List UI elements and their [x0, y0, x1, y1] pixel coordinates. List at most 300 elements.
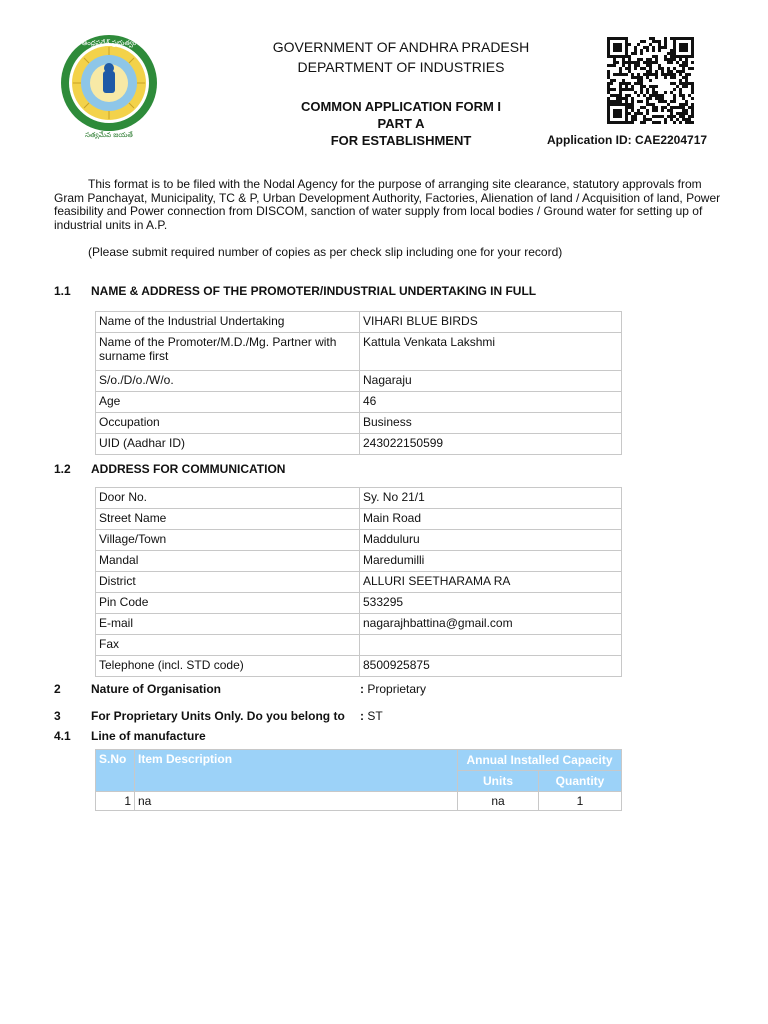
table-row [96, 413, 622, 434]
qr-module [688, 55, 691, 58]
qr-module [658, 94, 661, 97]
qr-module [655, 91, 658, 94]
qr-module [685, 58, 688, 61]
proprietary-category-value-row [360, 709, 383, 723]
field-value: 46 [360, 392, 622, 413]
emblem-motto-text: సత్యమేవ జయతే [85, 131, 133, 139]
annual-capacity-header: Annual Installed Capacity [458, 750, 622, 771]
qr-module [673, 88, 676, 91]
field-label: Pin Code [96, 593, 360, 614]
qr-module [676, 112, 679, 115]
qr-module [616, 43, 619, 46]
quantity-cell: 1 [539, 792, 622, 811]
qr-module [616, 55, 619, 58]
qr-module [613, 58, 616, 61]
qr-module [616, 46, 619, 49]
section-1-2-title: ADDRESS FOR COMMUNICATION [91, 462, 286, 476]
qr-module [667, 58, 670, 61]
qr-module [658, 43, 661, 46]
qr-module [685, 121, 688, 124]
line-of-manufacture-title: Line of manufacture [91, 729, 206, 743]
qr-module [607, 73, 610, 76]
form-part: PART A [377, 116, 425, 131]
qr-module [691, 109, 694, 112]
qr-module [691, 103, 694, 106]
qr-module [643, 106, 646, 109]
communication-address-table [95, 487, 622, 677]
qr-module [691, 55, 694, 58]
qr-module [649, 61, 652, 64]
qr-module [679, 112, 682, 115]
qr-module [670, 106, 673, 109]
qr-module [679, 58, 682, 61]
qr-module [676, 37, 679, 40]
qr-module [682, 46, 685, 49]
table-row [96, 792, 622, 811]
qr-module [625, 61, 628, 64]
qr-module [661, 109, 664, 112]
qr-module [679, 82, 682, 85]
qr-module [622, 64, 625, 67]
qr-module [652, 55, 655, 58]
qr-module [652, 106, 655, 109]
qr-module [619, 94, 622, 97]
qr-module [670, 61, 673, 64]
qr-module [685, 112, 688, 115]
qr-module [673, 49, 676, 52]
qr-module [664, 40, 667, 43]
qr-module [646, 97, 649, 100]
qr-module [682, 43, 685, 46]
qr-module [664, 43, 667, 46]
qr-module [646, 61, 649, 64]
qr-module [688, 67, 691, 70]
qr-module [679, 115, 682, 118]
qr-module [631, 121, 634, 124]
qr-module [652, 91, 655, 94]
qr-module [613, 112, 616, 115]
qr-module [646, 103, 649, 106]
qr-module [664, 91, 667, 94]
qr-module [691, 85, 694, 88]
qr-module [625, 88, 628, 91]
qr-module [613, 121, 616, 124]
qr-module [673, 121, 676, 124]
qr-module [616, 73, 619, 76]
qr-module [631, 109, 634, 112]
qr-module [622, 61, 625, 64]
qr-module [634, 46, 637, 49]
qr-module [640, 106, 643, 109]
qr-module [682, 37, 685, 40]
qr-module [685, 46, 688, 49]
qr-module [667, 103, 670, 106]
item-description-header: Item Description [135, 750, 458, 792]
qr-module [682, 82, 685, 85]
qr-module [619, 115, 622, 118]
qr-module [691, 91, 694, 94]
field-value: ALLURI SEETHARAMA RA [360, 572, 622, 593]
qr-module [625, 115, 628, 118]
qr-module [652, 121, 655, 124]
qr-module [634, 82, 637, 85]
qr-module [670, 82, 673, 85]
qr-module [658, 121, 661, 124]
qr-module [616, 97, 619, 100]
qr-module [676, 70, 679, 73]
qr-module [661, 100, 664, 103]
qr-module [610, 88, 613, 91]
qr-module [616, 121, 619, 124]
qr-module [679, 43, 682, 46]
qr-module [691, 106, 694, 109]
qr-module [655, 55, 658, 58]
qr-module [652, 61, 655, 64]
qr-module [616, 94, 619, 97]
qr-module [619, 46, 622, 49]
qr-module [679, 64, 682, 67]
qr-module [643, 67, 646, 70]
emblem-top-text: ఆంధ్రప్రదేశ్ ప్రభుత్వం [81, 39, 137, 47]
nature-of-organisation-value-row [360, 682, 426, 696]
qr-module [691, 46, 694, 49]
qr-module [682, 109, 685, 112]
field-label: Age [96, 392, 360, 413]
qr-module [655, 94, 658, 97]
qr-module [607, 91, 610, 94]
qr-module [619, 73, 622, 76]
qr-module [631, 88, 634, 91]
colon: : [360, 682, 364, 696]
qr-module [628, 82, 631, 85]
qr-module [670, 58, 673, 61]
promoter-details-table [95, 311, 622, 455]
qr-module [682, 55, 685, 58]
government-title: GOVERNMENT OF ANDHRA PRADESH [272, 39, 530, 55]
qr-module [622, 58, 625, 61]
qr-module [637, 58, 640, 61]
qr-module [613, 37, 616, 40]
qr-module [625, 118, 628, 121]
qr-module [607, 115, 610, 118]
proprietary-category-label: For Proprietary Units Only. Do you belong to [91, 709, 345, 723]
qr-module [649, 85, 652, 88]
qr-module [619, 91, 622, 94]
qr-module [682, 85, 685, 88]
table-row [96, 392, 622, 413]
sno-header: S.No [96, 750, 135, 792]
qr-module [658, 67, 661, 70]
field-label: Village/Town [96, 530, 360, 551]
qr-module [607, 118, 610, 121]
field-value: 243022150599 [360, 434, 622, 455]
qr-module [646, 49, 649, 52]
qr-module [634, 115, 637, 118]
table-row [96, 509, 622, 530]
qr-module [673, 67, 676, 70]
qr-module [625, 94, 628, 97]
qr-module [619, 70, 622, 73]
qr-module [640, 88, 643, 91]
department-title: DEPARTMENT OF INDUSTRIES [297, 59, 505, 75]
qr-module [685, 100, 688, 103]
qr-module [673, 94, 676, 97]
qr-module [655, 73, 658, 76]
qr-module [637, 61, 640, 64]
qr-module [673, 82, 676, 85]
qr-module [631, 85, 634, 88]
qr-module [646, 76, 649, 79]
qr-module [661, 70, 664, 73]
field-value: Madduluru [360, 530, 622, 551]
field-value: Nagaraju [360, 371, 622, 392]
qr-module [616, 49, 619, 52]
qr-module [682, 106, 685, 109]
qr-module [646, 88, 649, 91]
qr-module [622, 79, 625, 82]
qr-module [673, 58, 676, 61]
andhra-pradesh-emblem-logo [58, 33, 160, 139]
qr-module [619, 103, 622, 106]
qr-module [628, 43, 631, 46]
qr-module [616, 37, 619, 40]
qr-module [625, 73, 628, 76]
qr-module [661, 106, 664, 109]
qr-module [658, 97, 661, 100]
table-row [96, 371, 622, 392]
qr-module [619, 121, 622, 124]
qr-module [682, 61, 685, 64]
qr-module [673, 43, 676, 46]
qr-module [622, 121, 625, 124]
qr-module [607, 109, 610, 112]
qr-module [625, 43, 628, 46]
qr-module [661, 97, 664, 100]
qr-module [667, 70, 670, 73]
qr-module [616, 103, 619, 106]
qr-module [682, 115, 685, 118]
qr-module [673, 73, 676, 76]
qr-module [679, 106, 682, 109]
qr-module [625, 112, 628, 115]
qr-module [616, 109, 619, 112]
qr-module [613, 46, 616, 49]
qr-module [613, 73, 616, 76]
qr-module [691, 82, 694, 85]
qr-module [652, 73, 655, 76]
qr-module [676, 55, 679, 58]
qr-module [625, 37, 628, 40]
qr-module [640, 67, 643, 70]
qr-module [607, 82, 610, 85]
qr-module [643, 118, 646, 121]
qr-module [610, 121, 613, 124]
qr-module [652, 40, 655, 43]
qr-module [655, 106, 658, 109]
form-purpose: FOR ESTABLISHMENT [330, 133, 472, 148]
qr-module [664, 118, 667, 121]
qr-module [649, 37, 652, 40]
field-label: Occupation [96, 413, 360, 434]
qr-module [661, 46, 664, 49]
qr-module [625, 109, 628, 112]
table-row [96, 551, 622, 572]
qr-module [628, 94, 631, 97]
qr-module [619, 85, 622, 88]
field-value: Main Road [360, 509, 622, 530]
qr-module [646, 112, 649, 115]
qr-module [649, 64, 652, 67]
qr-module [655, 70, 658, 73]
qr-module [676, 61, 679, 64]
qr-module [628, 55, 631, 58]
qr-module [607, 49, 610, 52]
table-row [96, 434, 622, 455]
qr-module [691, 43, 694, 46]
qr-module [691, 61, 694, 64]
qr-module [610, 64, 613, 67]
qr-module [631, 61, 634, 64]
qr-module [670, 52, 673, 55]
qr-module [679, 70, 682, 73]
qr-module [619, 49, 622, 52]
qr-module [664, 55, 667, 58]
qr-module [676, 118, 679, 121]
qr-module [625, 52, 628, 55]
qr-module [685, 103, 688, 106]
qr-module [679, 79, 682, 82]
qr-module [613, 61, 616, 64]
qr-module [637, 100, 640, 103]
qr-module [679, 46, 682, 49]
qr-module [607, 37, 610, 40]
qr-module [622, 88, 625, 91]
qr-module [664, 76, 667, 79]
qr-module [652, 103, 655, 106]
qr-module [625, 49, 628, 52]
qr-module [637, 73, 640, 76]
qr-module [673, 37, 676, 40]
nature-of-organisation-label: Nature of Organisation [91, 682, 222, 696]
qr-module [631, 52, 634, 55]
qr-module [646, 91, 649, 94]
qr-module [643, 40, 646, 43]
field-label: Name of the Promoter/M.D./Mg. Partner with surname first [96, 333, 360, 371]
qr-module [685, 43, 688, 46]
qr-module [640, 85, 643, 88]
qr-module [640, 58, 643, 61]
qr-module [667, 52, 670, 55]
qr-module [637, 76, 640, 79]
qr-module [640, 100, 643, 103]
form-title: COMMON APPLICATION FORM I [300, 99, 502, 114]
qr-module [637, 82, 640, 85]
qr-module [658, 64, 661, 67]
qr-module [634, 118, 637, 121]
section-4-1-number: 4.1 [54, 729, 71, 743]
qr-module [628, 121, 631, 124]
quantity-header: Quantity [539, 771, 622, 792]
qr-module [667, 73, 670, 76]
qr-module [676, 85, 679, 88]
qr-module [616, 112, 619, 115]
qr-module [628, 67, 631, 70]
qr-module [607, 100, 610, 103]
qr-module [655, 85, 658, 88]
qr-module [637, 64, 640, 67]
qr-module [628, 106, 631, 109]
qr-module [679, 55, 682, 58]
qr-module [670, 70, 673, 73]
qr-module [628, 64, 631, 67]
qr-module [643, 94, 646, 97]
nature-of-organisation-value: Proprietary [367, 682, 427, 696]
qr-module [619, 55, 622, 58]
qr-module [658, 100, 661, 103]
qr-module [610, 94, 613, 97]
qr-module [685, 49, 688, 52]
qr-module [685, 61, 688, 64]
qr-module [649, 94, 652, 97]
qr-module [685, 76, 688, 79]
qr-module [625, 103, 628, 106]
qr-module [670, 55, 673, 58]
field-label: Door No. [96, 488, 360, 509]
qr-module [670, 37, 673, 40]
qr-module [649, 73, 652, 76]
qr-module [649, 67, 652, 70]
qr-module [625, 85, 628, 88]
qr-module [607, 43, 610, 46]
qr-module [619, 43, 622, 46]
qr-module [664, 37, 667, 40]
qr-module [682, 67, 685, 70]
copies-note: (Please submit required number of copies as per check slip including one for your record) [88, 245, 563, 259]
qr-module [655, 40, 658, 43]
qr-module [682, 103, 685, 106]
qr-module [610, 79, 613, 82]
field-label: S/o./D/o./W/o. [96, 371, 360, 392]
qr-module [634, 52, 637, 55]
qr-module [643, 46, 646, 49]
qr-module [634, 112, 637, 115]
qr-module [667, 109, 670, 112]
qr-module [688, 82, 691, 85]
table-row [96, 593, 622, 614]
qr-module [691, 88, 694, 91]
qr-module [640, 82, 643, 85]
qr-module [607, 70, 610, 73]
qr-module [688, 94, 691, 97]
qr-module [634, 61, 637, 64]
qr-module [634, 91, 637, 94]
qr-module [607, 85, 610, 88]
qr-module [631, 106, 634, 109]
qr-module [610, 55, 613, 58]
qr-module [682, 97, 685, 100]
qr-module [610, 100, 613, 103]
qr-module [673, 55, 676, 58]
qr-module [616, 61, 619, 64]
qr-module [625, 46, 628, 49]
proprietary-category-value: ST [367, 709, 383, 723]
qr-module [652, 115, 655, 118]
qr-module [682, 49, 685, 52]
qr-module [673, 115, 676, 118]
qr-module [622, 97, 625, 100]
qr-module [679, 88, 682, 91]
qr-module [676, 106, 679, 109]
